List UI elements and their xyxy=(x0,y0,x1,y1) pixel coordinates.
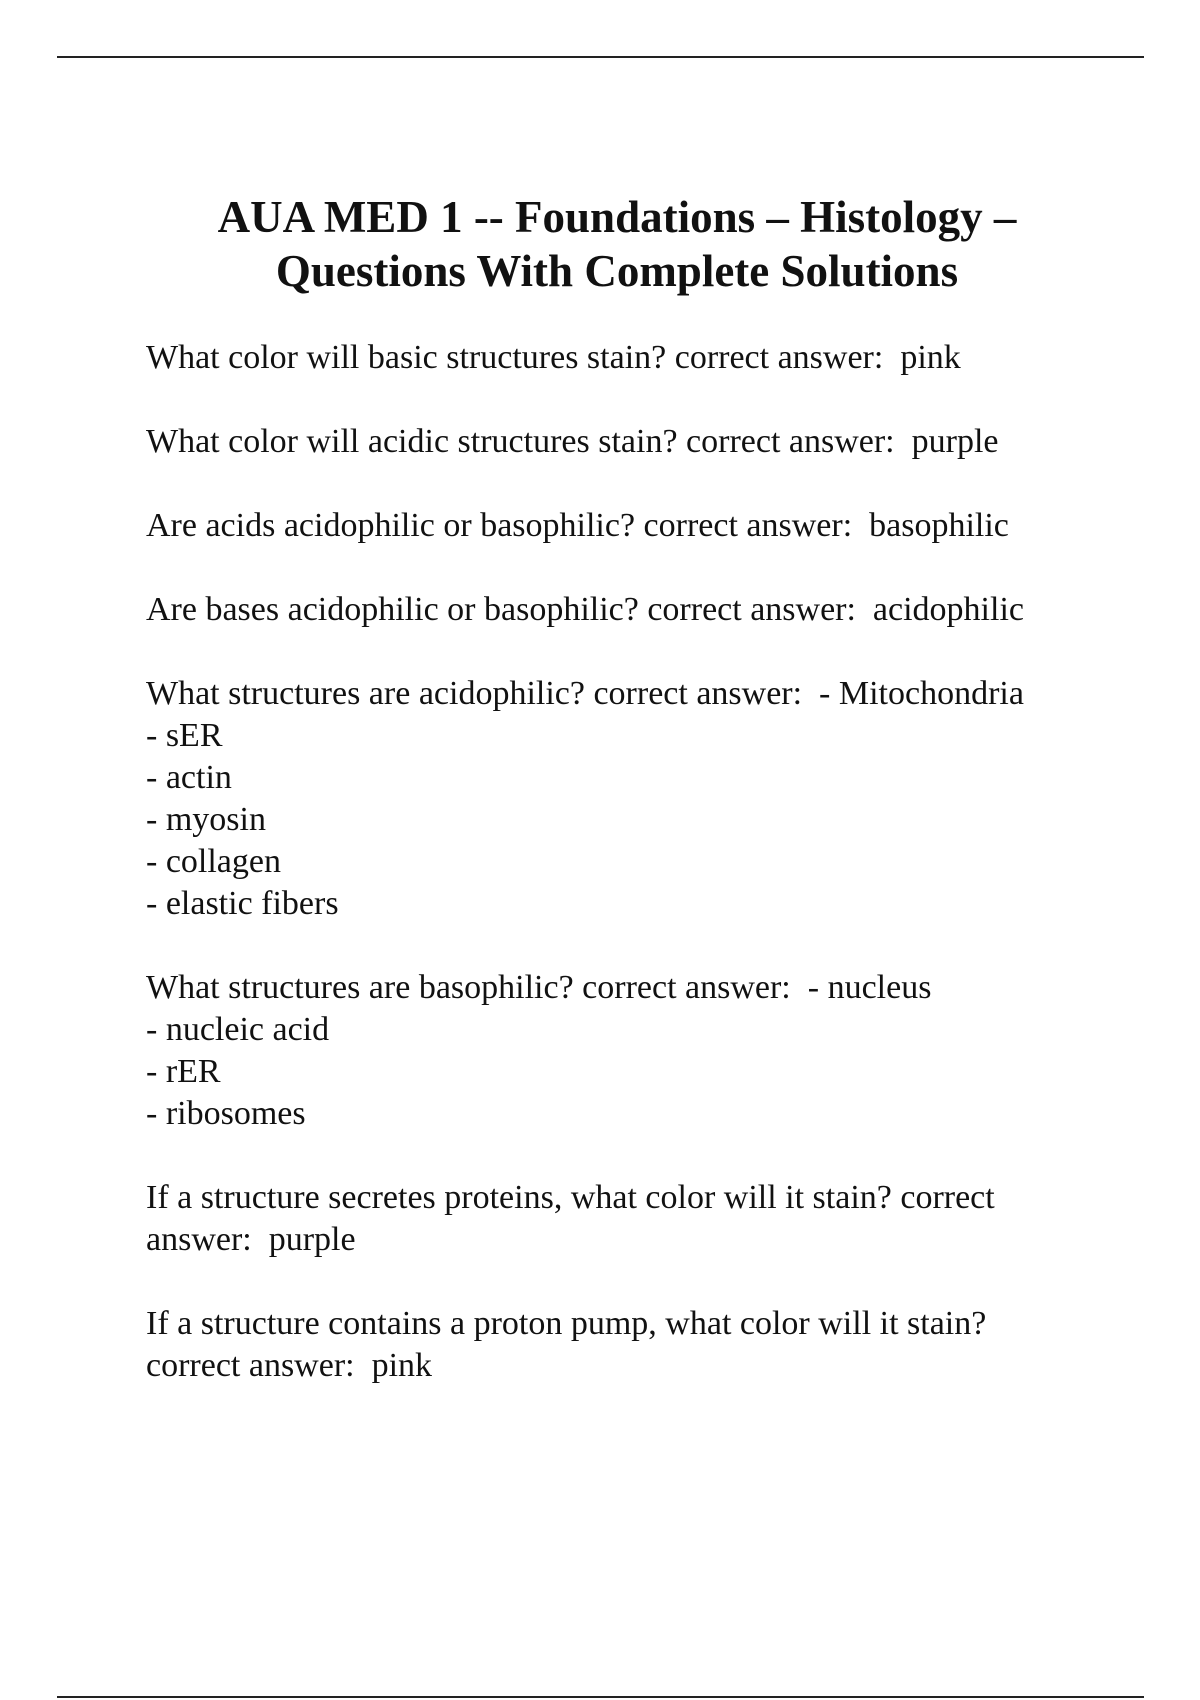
qa-line: correct answer: pink xyxy=(146,1347,433,1384)
qa-line: What structures are basophilic? correct answer: - nucleus xyxy=(146,969,932,1006)
bottom-rule xyxy=(57,1696,1144,1698)
title-line: AUA MED 1 -- Foundations – Histology – xyxy=(217,192,1017,242)
qa-line: - rER xyxy=(146,1053,221,1090)
qa-line: - myosin xyxy=(146,801,266,838)
qa-line: What structures are acidophilic? correct answer: - Mitochondria xyxy=(146,675,1024,712)
qa-line: - nucleic acid xyxy=(146,1011,330,1048)
page-title xyxy=(0,190,1200,298)
qa-item xyxy=(146,589,1146,631)
qa-line: If a structure contains a proton pump, what color will it stain? xyxy=(146,1305,987,1342)
qa-item xyxy=(146,505,1146,547)
qa-item xyxy=(146,337,1146,379)
qa-line: Are acids acidophilic or basophilic? correct answer: basophilic xyxy=(146,507,1009,544)
qa-line: - elastic fibers xyxy=(146,885,339,922)
qa-line: - ribosomes xyxy=(146,1095,306,1132)
top-rule xyxy=(57,56,1144,58)
qa-list xyxy=(146,337,1146,1429)
qa-item xyxy=(146,1177,1146,1261)
qa-item xyxy=(146,1303,1146,1387)
title-line: Questions With Complete Solutions xyxy=(275,246,959,296)
qa-line: What color will basic structures stain? correct answer: pink xyxy=(146,339,961,376)
qa-line: - collagen xyxy=(146,843,281,880)
qa-item xyxy=(146,673,1146,925)
qa-item xyxy=(146,967,1146,1135)
qa-line: If a structure secretes proteins, what color will it stain? correct xyxy=(146,1179,995,1216)
qa-line: answer: purple xyxy=(146,1221,356,1258)
qa-line: What color will acidic structures stain? correct answer: purple xyxy=(146,423,999,460)
qa-line: - sER xyxy=(146,717,223,754)
qa-line: - actin xyxy=(146,759,232,796)
qa-line: Are bases acidophilic or basophilic? correct answer: acidophilic xyxy=(146,591,1024,628)
qa-item xyxy=(146,421,1146,463)
